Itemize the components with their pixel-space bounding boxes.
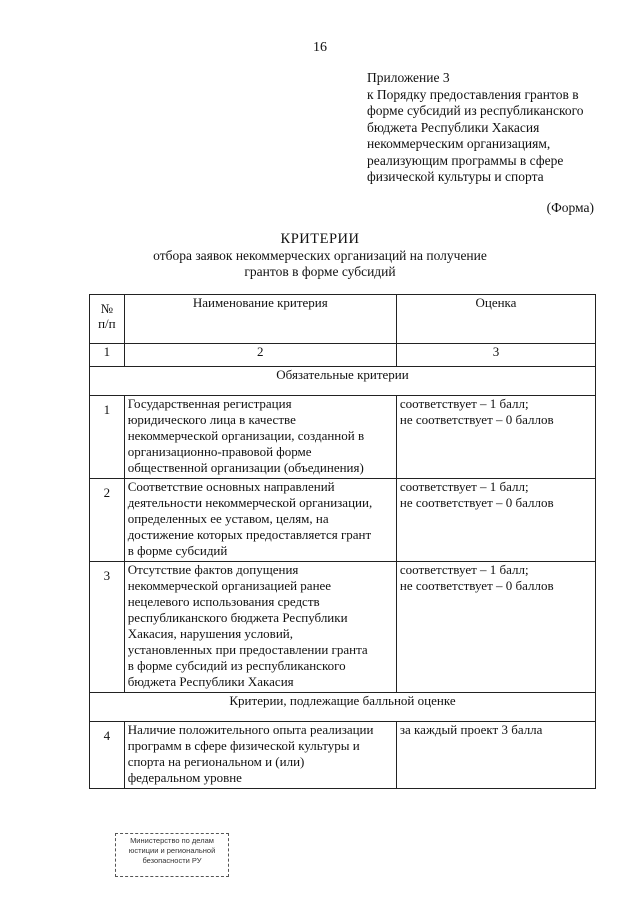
score-line: не соответствует – 0 баллов — [399, 578, 554, 593]
stamp-line: юстиции и региональной — [128, 846, 216, 855]
criterion-name — [124, 562, 396, 693]
form-label: (Форма) — [546, 200, 594, 215]
document-subtitle-line: отбора заявок некоммерческих организаций на получение — [153, 248, 487, 263]
score-line: не соответствует – 0 баллов — [399, 495, 554, 510]
criterion-line: установленных при предоставлении гранта — [127, 642, 368, 657]
row-num: 1 — [90, 396, 125, 479]
page-number: 16 — [313, 40, 327, 55]
appendix-line: некоммерческим организациям, — [367, 136, 551, 151]
criterion-line: республиканского бюджета Республики — [127, 610, 348, 625]
criterion-line: организационно-правовой форме — [127, 444, 312, 459]
stamp-line: Министерство по делам — [130, 836, 214, 845]
appendix-note — [367, 70, 617, 186]
criterion-line: бюджета Республики Хакасия — [127, 674, 294, 689]
index-cell: 1 — [90, 344, 125, 367]
score-line: за каждый проект 3 балла — [399, 722, 543, 737]
criterion-line: Отсутствие фактов допущения — [127, 562, 299, 577]
index-cell: 2 — [124, 344, 396, 367]
table-row — [90, 722, 596, 789]
header-num-line: № — [100, 301, 114, 316]
criterion-line: юридического лица в качестве — [127, 412, 296, 427]
document-subtitle-line: грантов в форме субсидий — [244, 264, 396, 279]
criterion-line: Государственная регистрация — [127, 396, 292, 411]
criterion-line: некоммерческой организацией ранее — [127, 578, 332, 593]
criterion-line: в форме субсидий из республиканского — [127, 658, 346, 673]
registration-stamp — [115, 833, 229, 877]
criterion-name — [124, 479, 396, 562]
row-num: 3 — [90, 562, 125, 693]
row-num: 2 — [90, 479, 125, 562]
criterion-score — [396, 562, 595, 693]
criterion-line: определенных ее уставом, целям, на — [127, 511, 329, 526]
section-row-mandatory — [90, 367, 596, 396]
section-row-scored — [90, 693, 596, 722]
table-row — [90, 396, 596, 479]
criterion-name — [124, 396, 396, 479]
criterion-line: Наличие положительного опыта реализации — [127, 722, 374, 737]
criterion-line: общественной организации (объединения) — [127, 460, 364, 475]
header-num — [90, 295, 125, 344]
criterion-line: Хакасия, нарушения условий, — [127, 626, 293, 641]
criterion-line: в форме субсидий — [127, 543, 228, 558]
score-line: не соответствует – 0 баллов — [399, 412, 554, 427]
appendix-line: физической культуры и спорта — [367, 169, 544, 184]
criterion-score — [396, 479, 595, 562]
criterion-name — [124, 722, 396, 789]
header-name: Наименование критерия — [124, 295, 396, 344]
table-row — [90, 562, 596, 693]
score-line: соответствует – 1 балл; — [399, 562, 529, 577]
appendix-line: Приложение 3 — [367, 70, 450, 85]
appendix-line: форме субсидий из республиканского — [367, 103, 584, 118]
header-num-line: п/п — [98, 316, 116, 331]
appendix-line: реализующим программы в сфере — [367, 152, 564, 168]
appendix-line: к Порядку предоставления грантов в — [367, 86, 579, 102]
section-title: Обязательные критерии — [90, 367, 596, 396]
criterion-line: деятельности некоммерческой организации, — [127, 495, 373, 510]
index-cell: 3 — [396, 344, 595, 367]
stamp-line: безопасности РУ — [142, 856, 202, 865]
criterion-line: некоммерческой организации, созданной в — [127, 428, 365, 443]
criterion-line: нецелевого использования средств — [127, 594, 320, 609]
appendix-line: бюджета Республики Хакасия — [367, 119, 540, 135]
score-line: соответствует – 1 балл; — [399, 396, 529, 411]
criterion-score — [396, 722, 595, 789]
header-score: Оценка — [396, 295, 595, 344]
criterion-line: спорта на региональном и (или) — [127, 754, 305, 769]
table-index-row — [90, 344, 596, 367]
section-title: Критерии, подлежащие балльной оценке — [90, 693, 596, 722]
document-title: КРИТЕРИИ — [280, 231, 360, 247]
criteria-table — [89, 294, 596, 789]
criterion-line: Соответствие основных направлений — [127, 479, 335, 494]
criterion-score — [396, 396, 595, 479]
row-num: 4 — [90, 722, 125, 789]
criterion-line: федеральном уровне — [127, 770, 242, 785]
score-line: соответствует – 1 балл; — [399, 479, 529, 494]
table-row — [90, 479, 596, 562]
criterion-line: достижение которых предоставляется грант — [127, 527, 372, 542]
document-title-block — [0, 230, 640, 280]
table-header-row — [90, 295, 596, 344]
criterion-line: программ в сфере физической культуры и — [127, 738, 360, 753]
